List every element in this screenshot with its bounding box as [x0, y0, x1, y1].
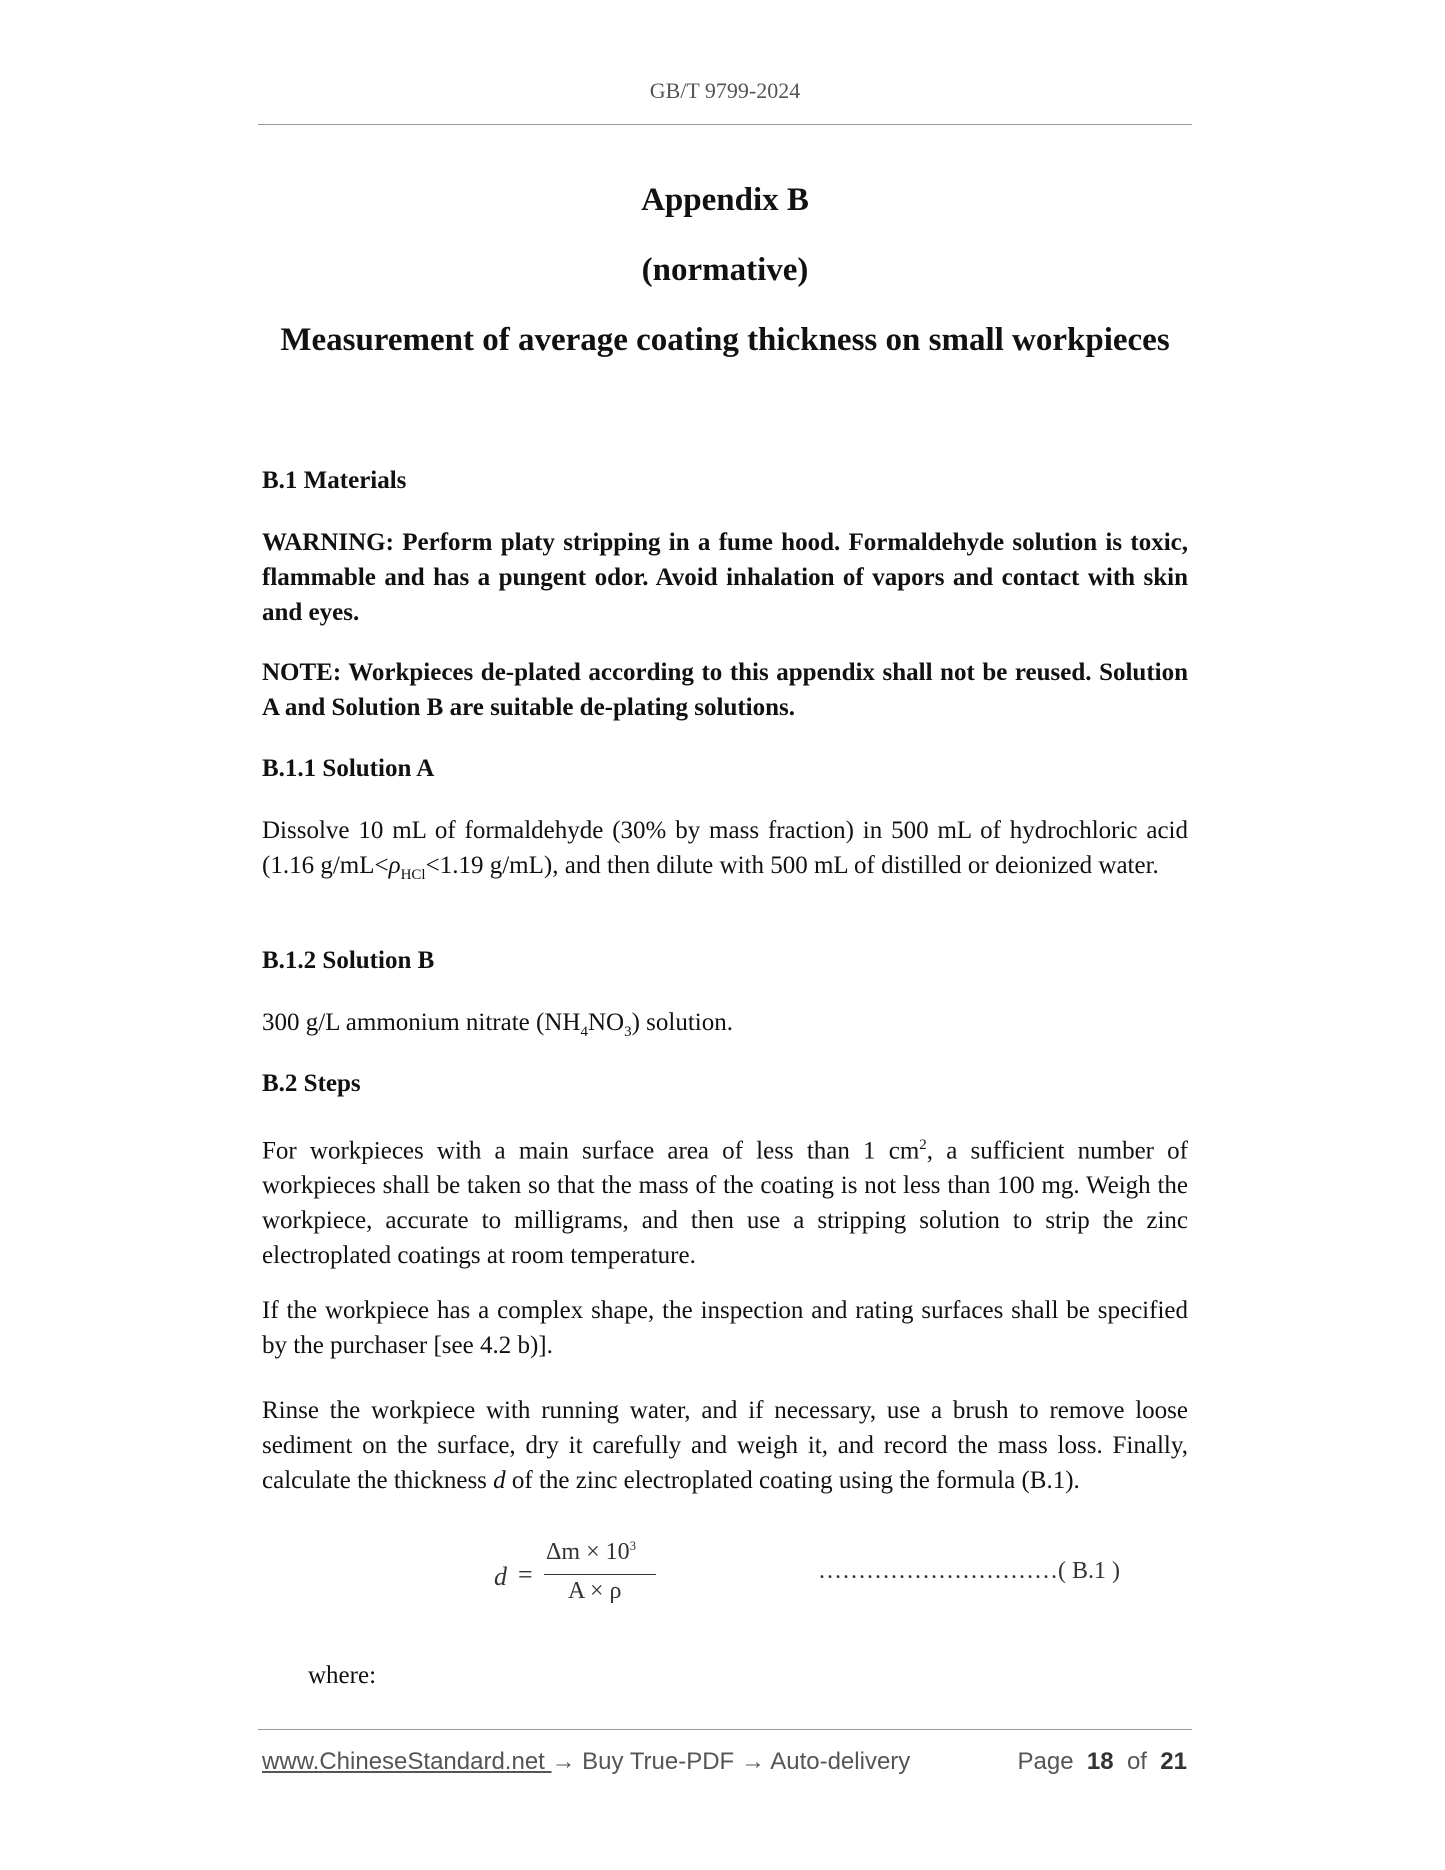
footer-promo: www.ChineseStandard.net → Buy True-PDF → Auto-delivery	[262, 1748, 911, 1775]
section-b12-heading: B.1.2 Solution B	[262, 947, 435, 974]
section-b1-heading: B.1 Materials	[262, 467, 407, 494]
formula-reference: …………………………( B.1 )	[818, 1558, 1120, 1584]
note-paragraph: NOTE: Workpieces de-plated according to this appendix shall not be reused. Solution A and Solution B are suitable de-plating solutions.	[262, 659, 1188, 721]
formula-fraction-bar	[544, 1574, 656, 1575]
appendix-type: (normative)	[641, 252, 809, 288]
header-rule	[258, 124, 1192, 125]
steps-paragraph-2: If the workpiece has a complex shape, the inspection and rating surfaces shall be specified by the purchaser [see 4.2 b)].	[262, 1297, 1188, 1359]
appendix-heading: Measurement of average coating thickness on small workpieces	[280, 322, 1170, 358]
footer-link[interactable]: www.ChineseStandard.net	[262, 1748, 552, 1775]
where-label: where:	[308, 1662, 377, 1689]
formula-denominator: A × ρ	[568, 1578, 622, 1604]
formula-numerator: $\Delta m \times 10^3$	[546, 1538, 637, 1565]
footer-rule	[258, 1729, 1192, 1730]
formula-lhs: d	[494, 1562, 507, 1591]
page-indicator: Page 18 of 21	[1017, 1748, 1187, 1775]
appendix-title: Appendix B	[641, 182, 809, 218]
section-b2-heading: B.2 Steps	[262, 1070, 361, 1097]
steps-paragraph-1: For workpieces with a main surface area of less than 1 $cm^2$, a sufficient number of workpieces shall be taken so that the mass of the coating is not less than 100 mg. Weigh the workpiece, accurate to milligrams, and then use a stripping solution to strip the zinc electroplated coatings at room temperature.	[262, 1137, 1188, 1270]
solution-a-paragraph: Dissolve 10 mL of formaldehyde (30% by mass fraction) in 500 mL of hydrochloric acid (1.16 $g/mL<\rho_{HCl}<1.19$ g/mL), and then dilute with 500 mL of distilled or deionized water.	[262, 817, 1188, 883]
document-header: GB/T 9799-2024	[649, 78, 801, 103]
section-b11-heading: B.1.1 Solution A	[262, 755, 435, 782]
solution-b-paragraph: 300 g/L ammonium nitrate $(NH_4NO_3)$ solution.	[262, 1009, 733, 1040]
warning-paragraph: WARNING: Perform platy stripping in a fume hood. Formaldehyde solution is toxic, flammable and has a pungent odor. Avoid inhalation of vapors and contact with skin and eyes.	[262, 529, 1188, 626]
steps-paragraph-3: Rinse the workpiece with running water, and if necessary, use a brush to remove loose sediment on the surface, dry it carefully and weigh it, and record the mass loss. Finally, calculate the thickness d of the zinc electroplated coating using the formula (B.1).	[262, 1397, 1188, 1494]
formula-equals: =	[518, 1560, 533, 1589]
